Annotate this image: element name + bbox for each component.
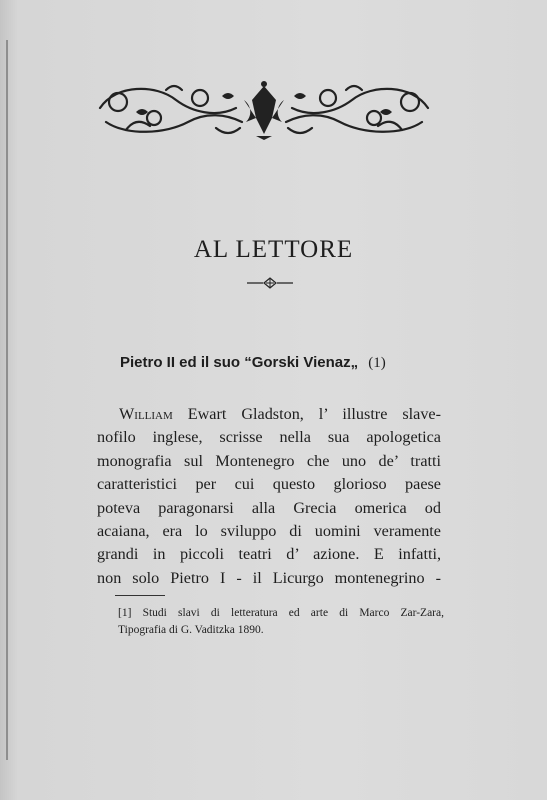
page-title: AL LETTORE — [193, 236, 354, 263]
ornamental-headpiece — [96, 78, 432, 142]
text-line: nofilo inglese, scrisse nella sua apologetica — [97, 428, 441, 447]
text-line: acaiana, era lo sviluppo di uomini veramente — [97, 521, 441, 540]
body-paragraph — [97, 403, 441, 590]
text-line: monografia sul Montenegro che uno de’ tratti — [97, 451, 441, 470]
title-flourish — [245, 277, 295, 289]
footnote-line: Tipografia di G. Vaditzka 1890. — [118, 624, 264, 636]
section-heading — [120, 354, 440, 372]
text-line: non solo Pietro I - il Licurgo montenegrino - — [97, 568, 441, 587]
text-line: grandi in piccoli teatri d’ azione. E infatti, — [97, 545, 441, 564]
binding-edge — [6, 40, 12, 760]
text-line: poteva paragonarsi alla Grecia omerica od — [97, 498, 441, 517]
footnote-line: [1] Studi slavi di letteratura ed arte di Marco Zar-Zara, — [118, 607, 444, 619]
lead-word: William — [119, 405, 173, 423]
text-line: William Ewart Gladston, l’ illustre slave- — [119, 405, 441, 423]
text-line: caratteristici per cui questo glorioso paese — [97, 475, 441, 494]
footnote-reference: (1) — [368, 355, 386, 371]
footnote-rule — [115, 595, 165, 596]
heading-text: Pietro II ed il suo “Gorski Vienaz„ — [120, 354, 359, 371]
footnote — [118, 605, 444, 639]
